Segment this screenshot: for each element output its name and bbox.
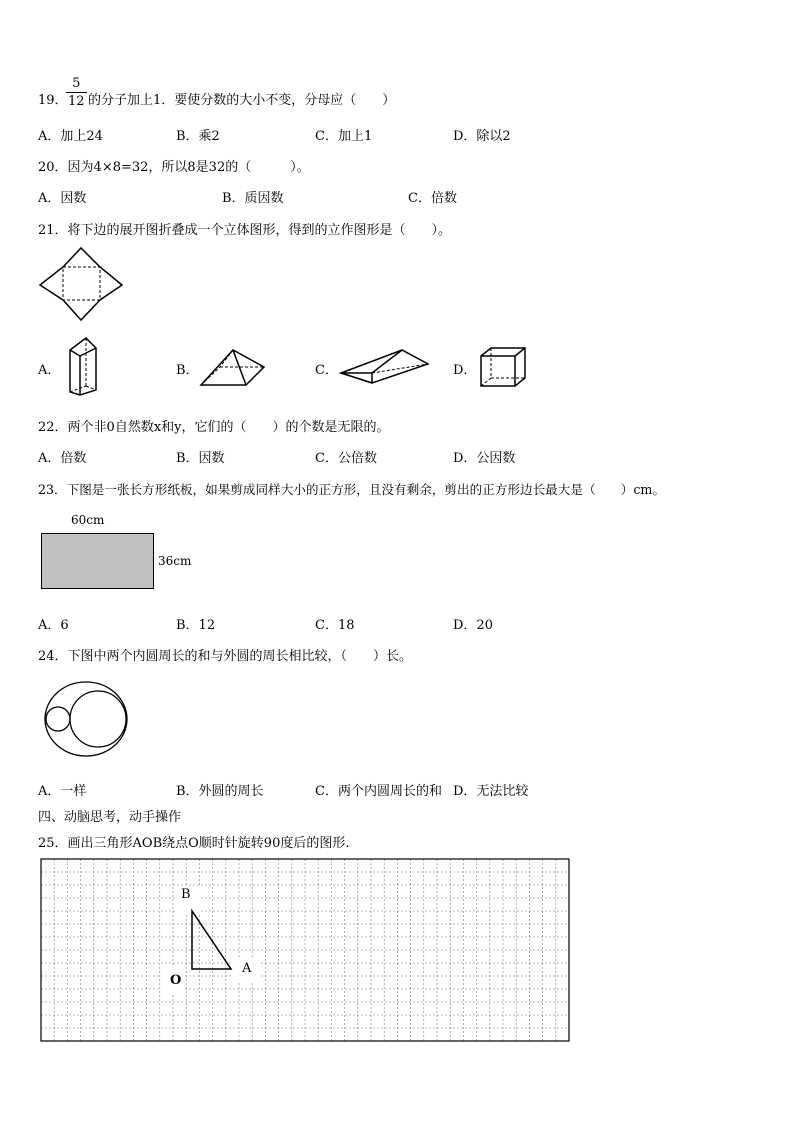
q22-option-d[interactable]: D．公因数: [453, 451, 516, 466]
q24-option-c[interactable]: C．两个内圆周长的和: [315, 784, 442, 799]
q21-text: 21．将下边的展开图折叠成一个立体图形，得到的立作图形是（ ）。: [38, 223, 452, 238]
rotation-grid: [41, 859, 569, 1041]
q20-option-a[interactable]: A．因数: [38, 191, 87, 206]
q19-number: 19．: [38, 93, 68, 108]
q19-fraction: [66, 76, 87, 109]
circles-diagram: [44, 680, 130, 758]
fraction-numerator: 5: [72, 76, 81, 91]
q23-option-d[interactable]: D．20: [453, 618, 493, 633]
q20-text: 20．因为4×8=32，所以8是32的（ ）。: [38, 160, 310, 175]
q19-option-d[interactable]: D．除以2: [453, 129, 511, 144]
q19-option-b[interactable]: B．乘2: [176, 129, 220, 144]
label-a: A: [242, 961, 252, 976]
q24-option-d[interactable]: D．无法比较: [453, 784, 529, 799]
rect-height-label: 36cm: [158, 554, 192, 568]
q20-option-c[interactable]: C．倍数: [408, 191, 457, 206]
q23-option-a[interactable]: A．6: [38, 618, 69, 633]
q19-text: 的分子加上1．要使分数的大小不变，分母应（ ）: [88, 93, 396, 108]
fraction-bar: [66, 92, 87, 93]
q19-option-c[interactable]: C．加上1: [315, 129, 373, 144]
grid-lines: [41, 859, 569, 1041]
q22-text: 22．两个非0自然数x和y，它们的（ ）的个数是无限的。: [38, 420, 390, 435]
triangular-prism-shape: [340, 349, 430, 385]
triangle-aob: [192, 911, 231, 969]
q21-option-a-label[interactable]: A．: [38, 363, 61, 378]
q20-option-b[interactable]: B．质因数: [222, 191, 284, 206]
section-4-title: 四、动脑思考，动手操作: [38, 810, 182, 825]
q21-option-c-label[interactable]: C．: [315, 363, 338, 378]
q22-option-b[interactable]: B．因数: [176, 451, 225, 466]
q23-option-c[interactable]: C．18: [315, 618, 355, 633]
q21-option-d-label[interactable]: D．: [453, 363, 477, 378]
q24-option-a[interactable]: A．一样: [38, 784, 87, 799]
q25-text: 25．画出三角形AOB绕点O顺时针旋转90度后的图形.: [38, 836, 350, 851]
q19-option-a[interactable]: A．加上24: [38, 129, 103, 144]
label-o: O: [170, 973, 182, 988]
q22-option-a[interactable]: A．倍数: [38, 451, 87, 466]
rect-width-label: 60cm: [71, 513, 105, 527]
q23-option-b[interactable]: B．12: [176, 618, 216, 633]
cardboard-rectangle: [41, 533, 154, 589]
cube-shape: [479, 346, 529, 388]
q24-option-b[interactable]: B．外圆的周长: [176, 784, 264, 799]
fraction-denominator: 12: [68, 94, 85, 109]
net-diagram: [40, 248, 122, 320]
q21-option-b-label[interactable]: B．: [176, 363, 199, 378]
q22-option-c[interactable]: C．公倍数: [315, 451, 377, 466]
q24-text: 24．下图中两个内圆周长的和与外圆的周长相比较，（ ）长。: [38, 649, 413, 664]
label-b: B: [181, 887, 191, 902]
q23-text: 23．下图是一张长方形纸板，如果剪成同样大小的正方形，且没有剩余，剪出的正方形边长最大是（ ）cm。: [38, 482, 665, 497]
tall-prism-shape: [66, 338, 100, 396]
pyramid-shape: [200, 349, 266, 387]
